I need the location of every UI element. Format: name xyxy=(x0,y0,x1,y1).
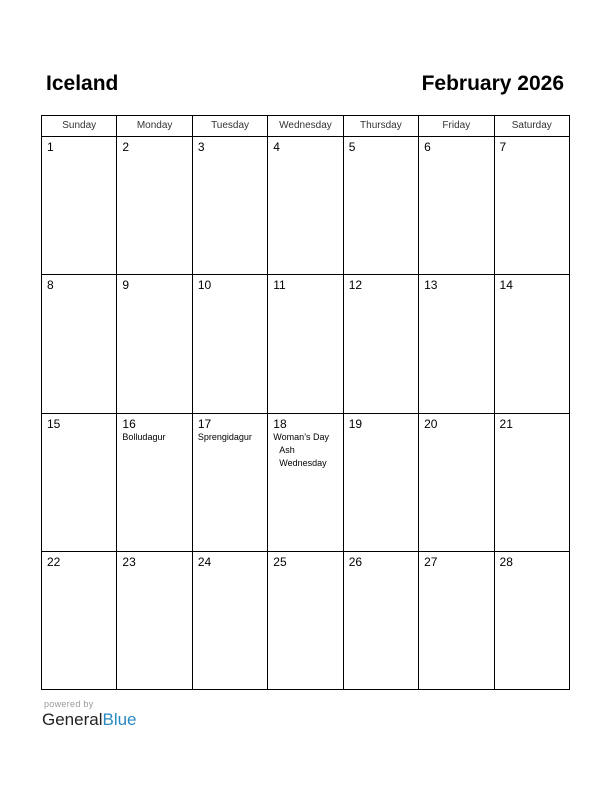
weekday-header-row xyxy=(42,116,570,137)
holiday-list xyxy=(193,431,267,444)
weekday-saturday: Saturday xyxy=(494,116,569,137)
day-cell xyxy=(419,137,494,275)
day-cell xyxy=(42,551,117,689)
day-cell xyxy=(192,413,267,551)
day-number: 10 xyxy=(197,278,212,293)
day-cell xyxy=(42,137,117,275)
day-number: 24 xyxy=(197,554,212,569)
day-number: 17 xyxy=(197,416,212,431)
brand-blue: Blue xyxy=(102,710,137,729)
holiday-list xyxy=(268,431,342,470)
day-number: 23 xyxy=(122,554,136,569)
day-number: 20 xyxy=(424,416,438,431)
day-cell xyxy=(117,137,192,275)
day-cell xyxy=(192,275,267,413)
day-number: 16 xyxy=(122,416,136,431)
day-cell xyxy=(343,413,418,551)
day-number: 18 xyxy=(273,416,287,431)
day-cell xyxy=(268,275,343,413)
day-cell xyxy=(192,551,267,689)
day-number: 28 xyxy=(499,554,513,569)
day-cell xyxy=(192,137,267,275)
week-row xyxy=(42,275,570,413)
day-cell xyxy=(419,551,494,689)
weekday-tuesday: Tuesday xyxy=(192,116,267,137)
day-number: 26 xyxy=(348,554,363,569)
day-number: 25 xyxy=(273,554,287,569)
weekday-wednesday: Wednesday xyxy=(268,116,343,137)
holiday-label: Woman’s Day xyxy=(273,431,329,442)
day-cell xyxy=(42,275,117,413)
week-row xyxy=(42,551,570,689)
day-cell xyxy=(419,275,494,413)
day-number: 7 xyxy=(499,140,507,154)
holiday-list xyxy=(117,431,191,444)
weekday-monday: Monday xyxy=(117,116,192,137)
day-cell xyxy=(117,551,192,689)
day-number: 11 xyxy=(273,278,286,293)
day-number: 13 xyxy=(424,278,438,293)
day-number: 6 xyxy=(424,140,431,154)
day-number: 15 xyxy=(47,416,61,431)
day-cell xyxy=(268,551,343,689)
day-cell xyxy=(117,275,192,413)
day-cell xyxy=(494,275,569,413)
week-row xyxy=(42,137,570,275)
holiday-label: Sprengidagur xyxy=(197,431,252,442)
day-number: 5 xyxy=(348,140,356,154)
month-title: February 2026 xyxy=(421,72,564,95)
day-cell xyxy=(268,413,343,551)
day-cell xyxy=(494,137,569,275)
brand-logo xyxy=(42,710,137,730)
day-number: 4 xyxy=(273,140,280,154)
day-cell xyxy=(343,275,418,413)
day-number: 27 xyxy=(424,554,438,569)
day-number: 21 xyxy=(499,416,513,431)
brand-general: General xyxy=(42,710,103,729)
day-cell xyxy=(419,413,494,551)
day-number: 8 xyxy=(47,278,54,293)
country-title: Iceland xyxy=(46,72,119,95)
day-number: 3 xyxy=(197,140,205,154)
calendar-grid xyxy=(41,115,570,690)
day-number: 19 xyxy=(348,416,363,431)
day-number: 14 xyxy=(499,278,513,293)
day-number: 22 xyxy=(47,554,61,569)
day-number: 12 xyxy=(348,278,363,293)
holiday-label: Ash Wednesday xyxy=(279,444,327,468)
day-number: 9 xyxy=(122,278,130,293)
day-cell xyxy=(343,551,418,689)
week-row xyxy=(42,413,570,551)
day-cell xyxy=(268,137,343,275)
day-number: 2 xyxy=(122,140,130,154)
weekday-friday: Friday xyxy=(419,116,494,137)
day-cell xyxy=(42,413,117,551)
powered-by-label: powered by xyxy=(44,699,94,709)
day-cell xyxy=(117,413,192,551)
day-cell xyxy=(494,413,569,551)
footer-branding xyxy=(42,699,137,730)
weekday-thursday: Thursday xyxy=(343,116,418,137)
holiday-label: Bolludagur xyxy=(122,431,166,442)
weekday-sunday: Sunday xyxy=(42,116,117,137)
day-cell xyxy=(494,551,569,689)
day-number: 1 xyxy=(47,140,54,154)
day-cell xyxy=(343,137,418,275)
